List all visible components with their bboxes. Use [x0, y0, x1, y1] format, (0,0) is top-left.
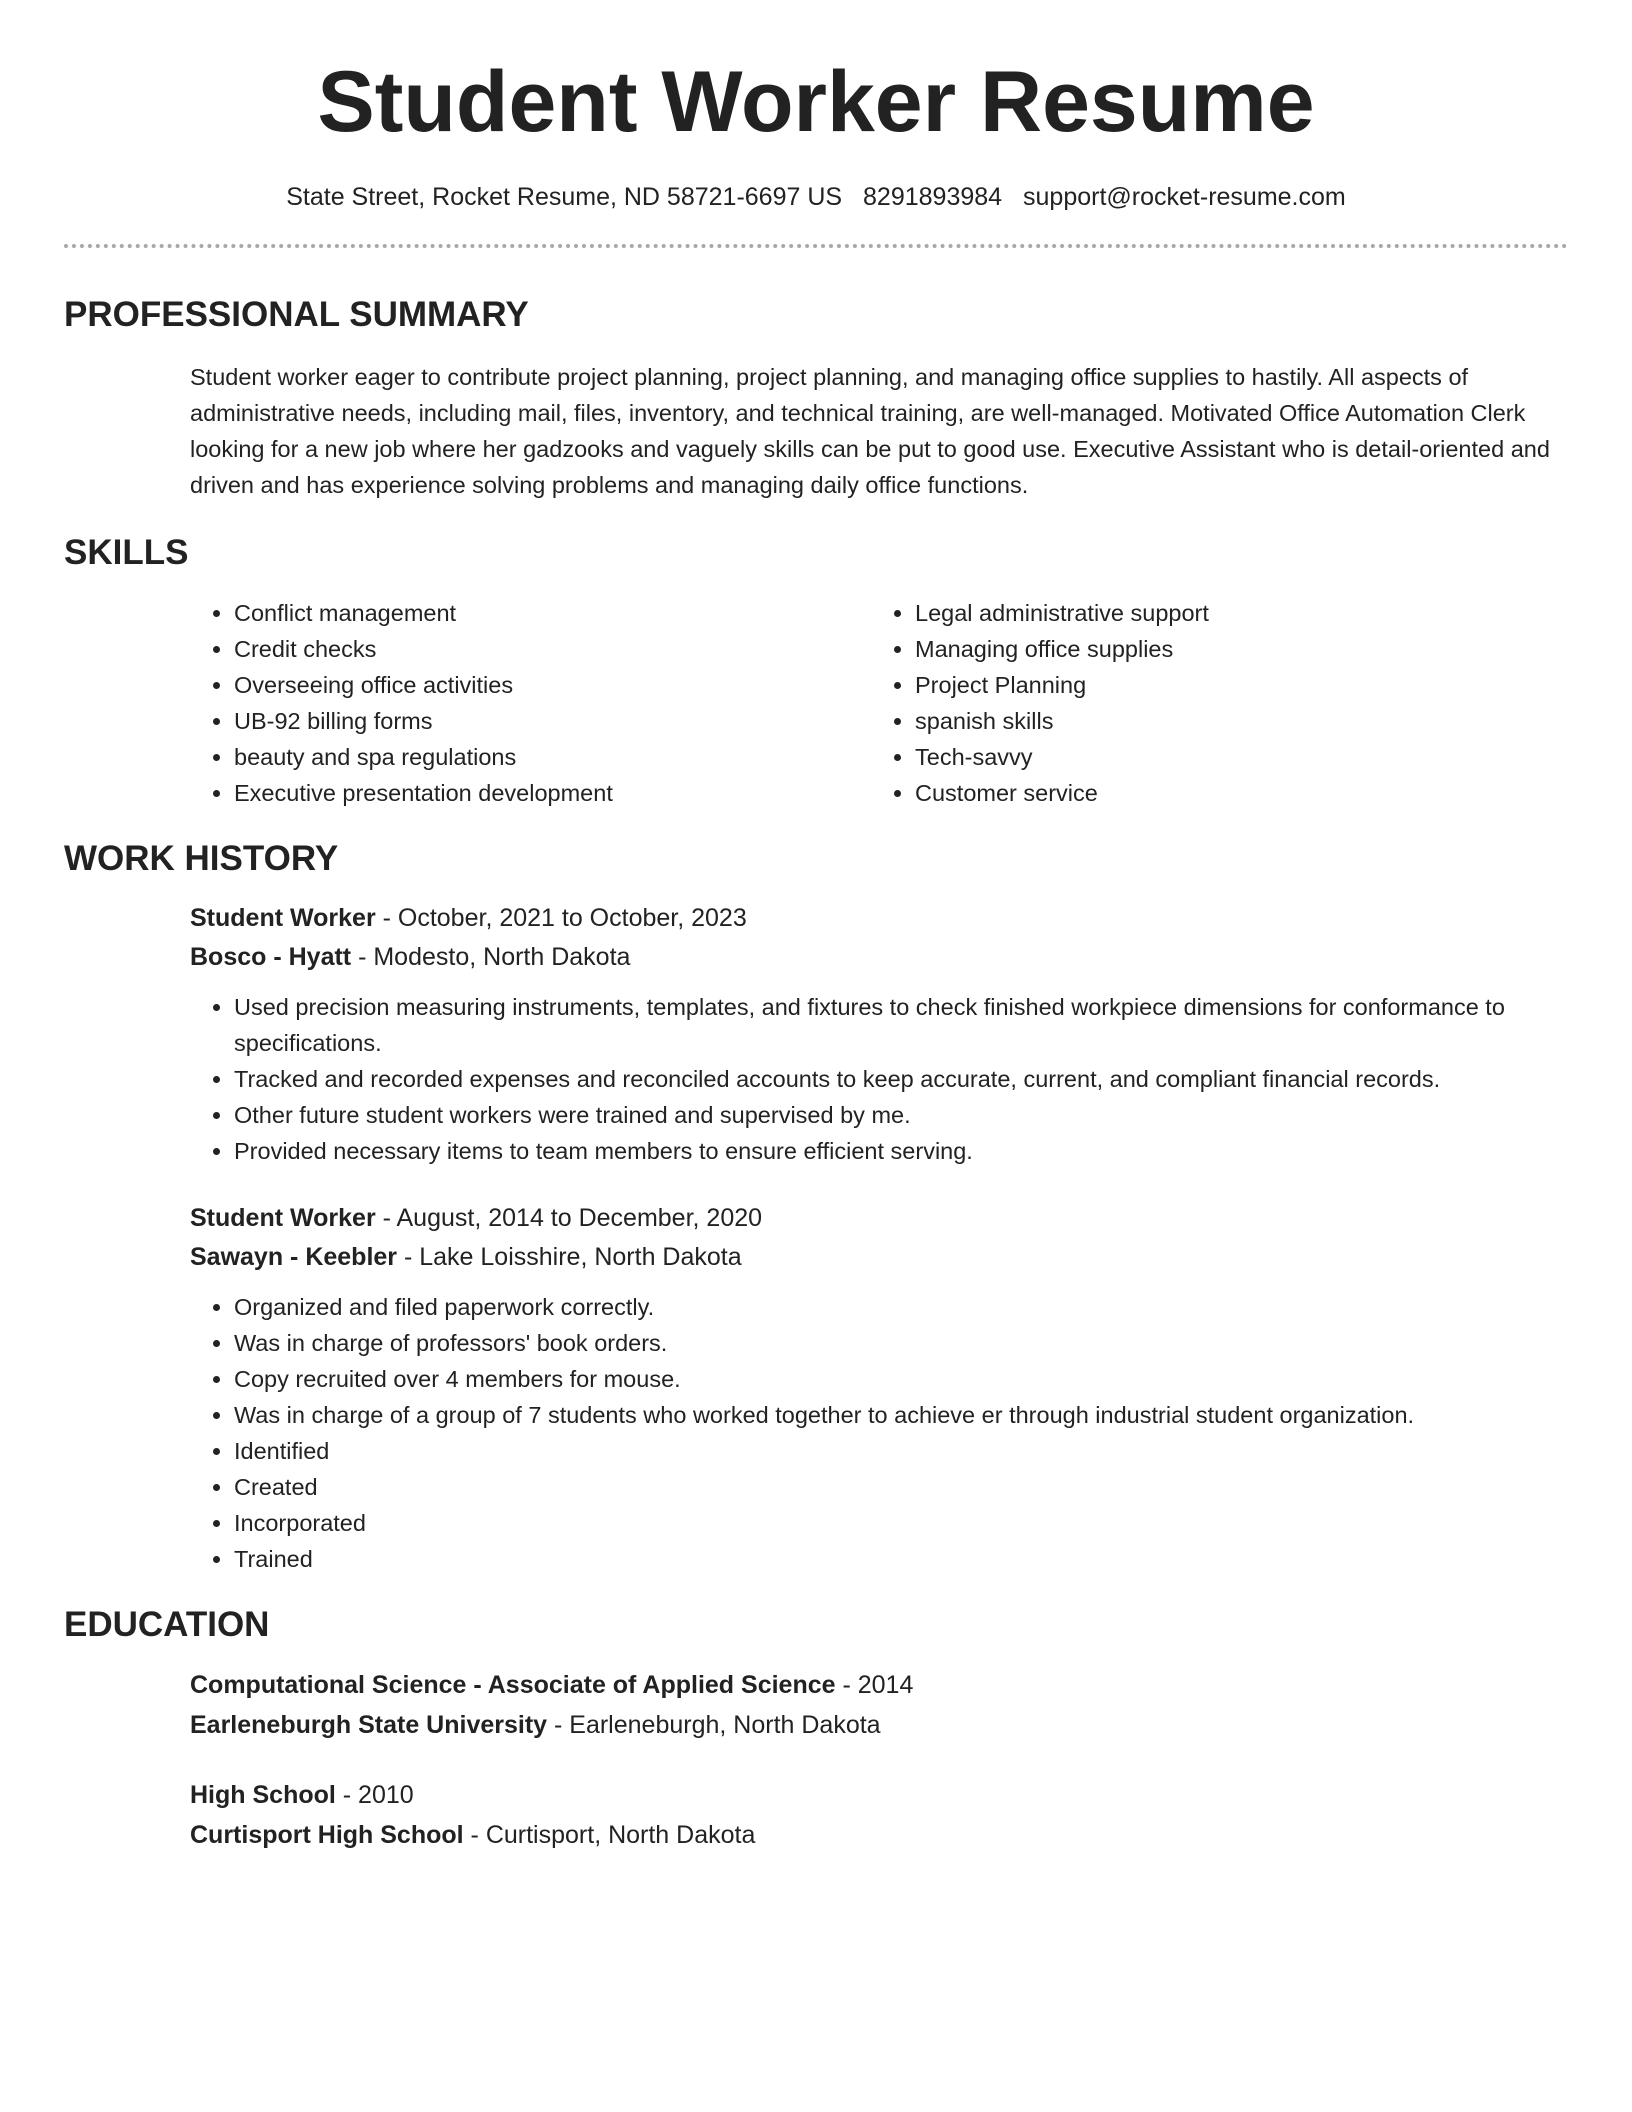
skill-item: • spanish skills	[915, 703, 1552, 739]
contact-phone: 8291893984	[863, 183, 1003, 211]
education-school: Curtisport High School	[190, 1821, 464, 1849]
education-heading: EDUCATION	[64, 1605, 270, 1644]
education-school-line	[190, 1815, 1568, 1855]
education-location: - Curtisport, North Dakota	[463, 1821, 756, 1849]
job-bullet: • Identified	[234, 1433, 1568, 1469]
job-bullet: • Incorporated	[234, 1505, 1568, 1541]
skill-item: • Overseeing office activities	[234, 667, 871, 703]
contact-email[interactable]: support@rocket-resume.com	[1023, 183, 1346, 211]
skill-item: • Customer service	[915, 775, 1552, 811]
job-title-line	[190, 899, 1568, 938]
job-role: Student Worker	[190, 1204, 376, 1232]
skill-item: • Legal administrative support	[915, 595, 1552, 631]
skill-item: • Managing office supplies	[915, 631, 1552, 667]
job-bullet: • Tracked and recorded expenses and reconciled accounts to keep accurate, current, and compliant financial records.	[234, 1061, 1568, 1097]
skills-section	[64, 531, 1568, 811]
job-bullet: • Used precision measuring instruments, templates, and fixtures to check finished workpiece dimensions for conformance to specifications.	[234, 989, 1568, 1061]
job-bullet: • Created	[234, 1469, 1568, 1505]
education-degree: Computational Science - Associate of Applied Science	[190, 1671, 836, 1699]
job-bullet: • Was in charge of a group of 7 students who worked together to achieve er through industrial student organization.	[234, 1397, 1568, 1433]
skill-item: • beauty and spa regulations	[234, 739, 871, 775]
summary-heading: PROFESSIONAL SUMMARY	[64, 295, 529, 334]
resume-title: Student Worker Resume	[317, 54, 1315, 150]
education-degree-line	[190, 1775, 1568, 1815]
resume-page	[64, 0, 1568, 1855]
education-school: Earleneburgh State University	[190, 1711, 548, 1739]
skills-list-left	[190, 595, 871, 811]
job-company-line	[190, 1238, 1568, 1277]
contact-address: State Street, Rocket Resume, ND 58721-6697 US	[286, 183, 843, 211]
job-bullets	[190, 1289, 1568, 1577]
job-company: Bosco - Hyatt	[190, 943, 352, 971]
job-bullet: • Copy recruited over 4 members for mouse.	[234, 1361, 1568, 1397]
skills-heading: SKILLS	[64, 533, 189, 572]
job-bullet: • Provided necessary items to team members to ensure efficient serving.	[234, 1133, 1568, 1169]
job-bullet: • Trained	[234, 1541, 1568, 1577]
work-section	[64, 837, 1568, 1577]
summary-section	[64, 293, 1568, 503]
job-company-line	[190, 938, 1568, 977]
skill-item: • Executive presentation development	[234, 775, 871, 811]
contact-line	[64, 180, 1568, 214]
job-title-line	[190, 1199, 1568, 1238]
skill-item: • UB-92 billing forms	[234, 703, 871, 739]
education-entry	[190, 1665, 1568, 1745]
skill-item: • Credit checks	[234, 631, 871, 667]
job-entry	[190, 899, 1568, 1169]
education-degree: High School	[190, 1781, 336, 1809]
header-divider	[64, 244, 1568, 248]
skills-list-right	[871, 595, 1552, 811]
job-bullet: • Other future student workers were trained and supervised by me.	[234, 1097, 1568, 1133]
summary-text: Student worker eager to contribute project planning, project planning, and managing office supplies to hastily. All aspects of administrative needs, including mail, files, inventory, and technical training, are well-managed. Motivated Office Automation Clerk looking for a new job where her gadzooks and vaguely skills can be put to good use. Executive Assistant who is detail-oriented and driven and has experience solving problems and managing daily office functions.	[190, 364, 1550, 498]
education-location: - Earleneburgh, North Dakota	[547, 1711, 881, 1739]
skill-item: • Project Planning	[915, 667, 1552, 703]
job-company: Sawayn - Keebler	[190, 1243, 398, 1271]
job-location: - Lake Loisshire, North Dakota	[397, 1243, 742, 1271]
skill-item: • Tech-savvy	[915, 739, 1552, 775]
job-bullet: • Organized and filed paperwork correctly.	[234, 1289, 1568, 1325]
skills-columns	[190, 595, 1568, 811]
education-year: - 2014	[835, 1671, 914, 1699]
job-entry	[190, 1199, 1568, 1577]
education-degree-line	[190, 1665, 1568, 1705]
job-dates: - August, 2014 to December, 2020	[375, 1204, 763, 1232]
job-role: Student Worker	[190, 904, 376, 932]
job-dates: - October, 2021 to October, 2023	[375, 904, 747, 932]
job-location: - Modesto, North Dakota	[351, 943, 631, 971]
job-bullets	[190, 989, 1568, 1169]
education-school-line	[190, 1705, 1568, 1745]
work-heading: WORK HISTORY	[64, 839, 339, 878]
education-year: - 2010	[335, 1781, 414, 1809]
job-bullet: • Was in charge of professors' book orders.	[234, 1325, 1568, 1361]
education-section	[64, 1603, 1568, 1855]
skill-item: • Conflict management	[234, 595, 871, 631]
education-entry	[190, 1775, 1568, 1855]
